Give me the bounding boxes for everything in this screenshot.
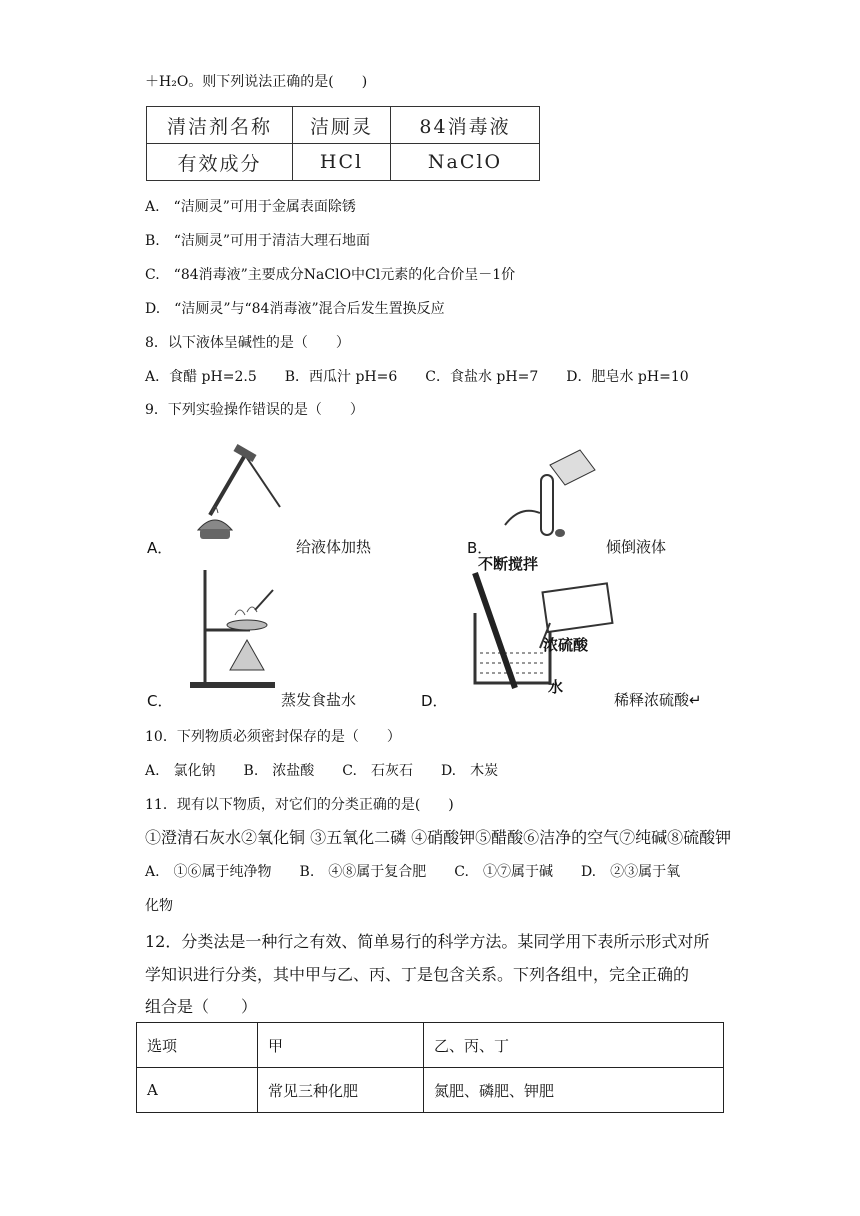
table-cell: 氮肥、磷肥、钾肥 bbox=[424, 1068, 724, 1113]
table-cell: 乙、丙、丁 bbox=[424, 1023, 724, 1068]
heating-liquid-figure bbox=[190, 445, 290, 545]
q11-stem: 11．现有以下物质，对它们的分类正确的是( ) bbox=[145, 797, 454, 813]
fig-d-caption: 稀释浓硫酸↵ bbox=[614, 691, 702, 709]
q10-stem: 10．下列物质必须密封保存的是（ ） bbox=[145, 729, 401, 745]
table-row bbox=[137, 1068, 724, 1113]
q8-options: A．食醋 pH=2.5 B．西瓜汁 pH=6 C．食盐水 pH=7 D．肥皂水 pH=10 bbox=[145, 369, 689, 385]
q7-option-c: C. “84消毒液”主要成分NaClO中Cl元素的化合价呈－1价 bbox=[145, 267, 516, 283]
fig-b-caption: 倾倒液体 bbox=[606, 538, 667, 556]
evaporation-figure bbox=[185, 570, 285, 690]
table-cell: HCl bbox=[293, 144, 391, 181]
cleaner-table bbox=[146, 106, 540, 181]
table-cell: 洁厕灵 bbox=[293, 107, 391, 144]
q12-stem-line1: 12．分类法是一种行之有效、简单易行的科学方法。某同学用下表所示形式对所 bbox=[145, 932, 710, 951]
q7-intro: ＋H₂O。则下列说法正确的是( ) bbox=[145, 74, 368, 90]
table-cell: 清洁剂名称 bbox=[147, 107, 293, 144]
q7-option-a: A. “洁厕灵”可用于金属表面除锈 bbox=[145, 199, 356, 215]
fig-a-caption: 给液体加热 bbox=[296, 538, 372, 556]
stir-label: 不断搅拌 bbox=[478, 555, 539, 573]
table-cell: A bbox=[137, 1068, 258, 1113]
table-cell: 84消毒液 bbox=[391, 107, 540, 144]
acid-label: 浓硫酸 bbox=[543, 636, 589, 654]
fig-c-caption: 蒸发食盐水 bbox=[281, 691, 357, 709]
q7-option-d: D. “洁厕灵”与“84消毒液”混合后发生置换反应 bbox=[145, 301, 445, 317]
table-cell: NaClO bbox=[391, 144, 540, 181]
table-cell: 甲 bbox=[258, 1023, 424, 1068]
q7-option-b: B. “洁厕灵”可用于清洁大理石地面 bbox=[145, 233, 371, 249]
q10-options: A. 氯化钠 B. 浓盐酸 C. 石灰石 D. 木炭 bbox=[145, 763, 499, 779]
fig-b-letter: B． bbox=[467, 539, 493, 557]
classification-table bbox=[136, 1022, 724, 1113]
table-cell: 选项 bbox=[137, 1023, 258, 1068]
pouring-liquid-figure bbox=[505, 445, 605, 545]
fig-c-letter: C． bbox=[147, 692, 173, 710]
q12-stem-line2: 学知识进行分类，其中甲与乙、丙、丁是包含关系。下列各组中，完全正确的 bbox=[145, 965, 690, 984]
q9-stem: 9．下列实验操作错误的是（ ） bbox=[145, 402, 364, 418]
table-row bbox=[137, 1023, 724, 1068]
q11-list: ①澄清石灰水②氧化铜 ③五氧化二磷 ④硝酸钾⑤醋酸⑥洁净的空气⑦纯碱⑧硫酸钾 bbox=[145, 828, 732, 847]
dilute-acid-figure bbox=[465, 553, 615, 693]
q8-stem: 8．以下液体呈碱性的是（ ） bbox=[145, 335, 350, 351]
q11-options-cont: 化物 bbox=[145, 898, 173, 914]
q12-stem-line3: 组合是（ ） bbox=[145, 997, 258, 1016]
table-cell: 有效成分 bbox=[147, 144, 293, 181]
water-label: 水 bbox=[548, 678, 564, 696]
fig-d-letter: D． bbox=[421, 692, 448, 710]
q11-options: A. ①⑥属于纯净物 B. ④⑧属于复合肥 C. ①⑦属于碱 D. ②③属于氧 bbox=[145, 864, 681, 880]
table-cell: 常见三种化肥 bbox=[258, 1068, 424, 1113]
fig-a-letter: A． bbox=[147, 539, 173, 557]
